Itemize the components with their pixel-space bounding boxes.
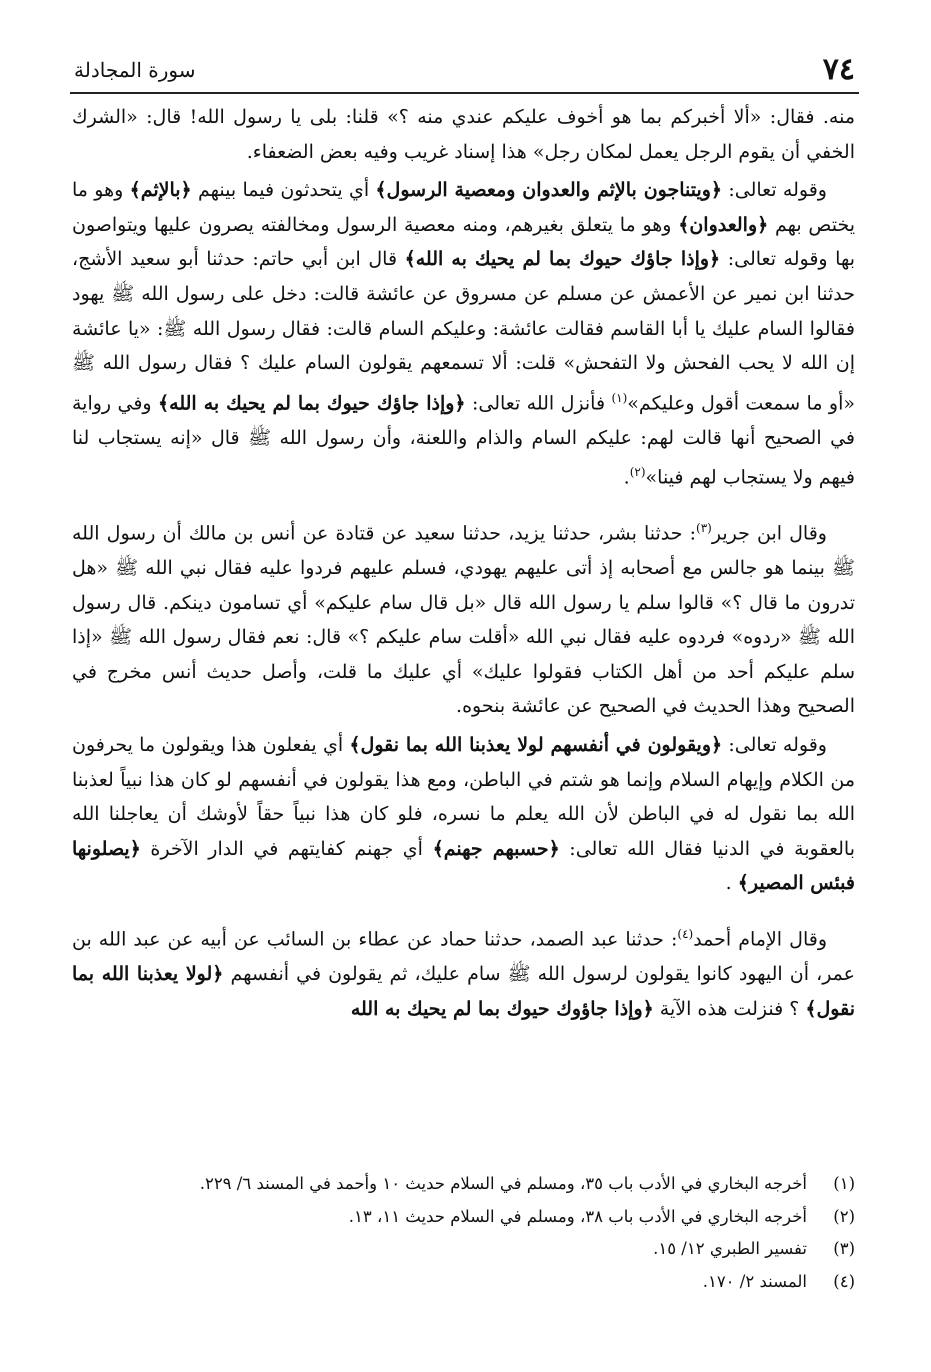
quran-verse: ﴿لولا يعذبنا الله بما نقول﴾: [72, 962, 855, 1020]
quran-verse: ﴿ويتناجون بالإثم والعدوان ومعصية الرسول﴾: [375, 179, 723, 202]
text-segment: وقال الإمام أحمد: [693, 928, 827, 951]
quran-verse: ﴿وإذا جاؤك حيوك بما لم يحيك به الله﴾: [158, 392, 466, 415]
text-segment: ؟ فنزلت هذه الآية: [653, 997, 806, 1020]
text-segment: وهو ما يتعلق بغيرهم، ومنه معصية الرسول ومخالفته يصرون عليها ويتواصون بها وقوله تعالى:: [72, 213, 855, 271]
footnote: [140, 1233, 855, 1266]
quran-verse: ﴿والعدوان﴾: [678, 213, 769, 236]
footnote-ref: (٢): [629, 465, 646, 480]
text-segment: أي يتحدثون فيما بينهم: [191, 179, 376, 202]
footnote-text: أخرجه البخاري في الأدب باب ٣٨، ومسلم في السلام حديث ١١، ١٣.: [348, 1206, 807, 1226]
text-segment: .: [623, 466, 630, 489]
text-segment: فأنزل الله تعالى:: [465, 392, 612, 415]
footnote: [140, 1201, 855, 1234]
text-segment: وقال ابن جرير: [711, 522, 827, 545]
footnote-text: تفسير الطبري ١٢/ ١٥.: [653, 1239, 807, 1258]
footnote-number: (١): [833, 1174, 855, 1193]
page-number: ٧٤: [822, 52, 855, 87]
text-segment: منه. فقال: «ألا أخبركم بما هو أخوف عليكم عندي منه ؟» قلنا: بلى يا رسول الله! قال: «الشرك الخفي أن يقوم الرجل يعمل لمكان رجل» هذا إسناد غريب وفيه بعض الضعفاء.: [72, 106, 855, 163]
text-segment: قال ابن أبي حاتم: حدثنا أبو سعيد الأشج، حدثنا ابن نمير عن الأعمش عن مسلم عن مسروق عن عائشة قالت: دخل على رسول الله ﷺ يهود فقالوا السام عليك يا أبا القاسم فقالت عائشة: وعليكم السام قالت: فقال رسول الله ﷺ: «يا عائشة إن الله لا يحب الفحش ولا التفحش» قلت: ألا تسمعهم يقولون السام عليك ؟ فقال رسول الله ﷺ «أو ما سمعت أقول وعليكم»: [72, 248, 855, 415]
page-header: [70, 54, 859, 90]
paragraph-p2: [72, 173, 855, 495]
running-title: سورة المجادلة: [74, 58, 196, 82]
text-segment: : حدثنا عبد الصمد، حدثنا حماد عن عطاء بن السائب عن أبيه عن عبد الله بن عمر، أن اليهود كانوا يقولون لرسول الله ﷺ سام عليك، ثم يقولون في أنفسهم: [72, 928, 856, 985]
paragraph-p1: [72, 100, 855, 169]
footnote-ref: (١): [611, 390, 628, 405]
footnote-text: أخرجه البخاري في الأدب باب ٣٥، ومسلم في السلام حديث ١٠ وأحمد في المسند ٦/ ٢٢٩.: [199, 1174, 807, 1193]
quran-verse: ﴿حسبهم جهنم﴾: [432, 837, 560, 860]
text-segment: : حدثنا بشر، حدثنا يزيد، حدثنا سعيد عن قتادة عن أنس بن مالك أن رسول الله ﷺ بينما هو جالس مع أصحابه إذ أتى عليهم يهودي، فسلم عليهم فردوا عليه فقال نبي الله ﷺ «هل تدرون ما قال ؟» قالوا سلم يا رسول الله قال «بل قال سام عليكم» أي تسامون دينكم. قال رسول الله ﷺ «ردوه» فردوه عليه فقال نبي الله «أقلت سام عليكم ؟» قال: نعم فقال رسول الله ﷺ «إذا سلم عليكم أحد من أهل الكتاب فقولوا عليك» أي عليك ما قلت، وأصل حديث أنس مخرج في الصحيح وهذا الحديث في الصحيح عن عائشة بنحوه.: [72, 522, 855, 718]
footnote-number: (٢): [833, 1206, 855, 1226]
paragraph-p3: [72, 511, 855, 724]
footnote: [140, 1168, 855, 1201]
footnote-number: (٤): [833, 1271, 855, 1291]
header-rule: [70, 92, 859, 94]
paragraph-p4: [72, 728, 855, 901]
footnote-text: المسند ٢/ ١٧٠.: [702, 1271, 807, 1291]
footnote-ref: (٣): [696, 521, 712, 536]
text-segment: .: [725, 872, 738, 895]
footnote-number: (٣): [833, 1239, 855, 1258]
text-segment: وقوله تعالى:: [722, 734, 827, 757]
text-segment: أي جهنم كفايتهم في الدار الآخرة: [140, 837, 433, 860]
footnotes: [140, 1168, 855, 1298]
paragraph-p5: [72, 917, 855, 1026]
text-segment: وفي رواية في الصحيح أنها قالت لهم: عليكم السام والذام واللعنة، وأن رسول الله ﷺ قال «إنه يستجاب لنا فيهم ولا يستجاب لهم فينا»: [72, 392, 855, 489]
quran-verse: ﴿بالإثم﴾: [129, 179, 192, 202]
quran-verse: ﴿يصلونها فبئس المصير﴾: [72, 837, 855, 895]
quran-verse: ﴿ويقولون في أنفسهم لولا يعذبنا الله بما نقول﴾: [349, 734, 723, 757]
main-text: [72, 100, 855, 1030]
text-segment: أي يفعلون هذا ويقولون ما يحرفون من الكلام وإيهام السلام وإنما هو شتم في الباطن، ومع هذا يقولون في أنفسهم لو كان هذا نبياً لعذبنا الله بما نقول له في الباطن لأن الله يعلم ما نسره، فلو كان هذا نبياً حقاً لأوشك أن يعاجلنا الله بالعقوبة في الدنيا فقال الله تعالى:: [72, 734, 856, 860]
text-segment: وقوله تعالى:: [722, 179, 827, 202]
text-segment: وهو ما يختص بهم: [72, 179, 855, 236]
quran-verse: ﴿وإذا جاؤك حيوك بما لم يحيك به الله﴾: [404, 248, 721, 271]
footnote: [140, 1266, 855, 1299]
quran-verse: ﴿وإذا جاؤوك حيوك بما لم يحيك به الله: [350, 997, 654, 1020]
footnote-ref: (٤): [677, 927, 694, 942]
